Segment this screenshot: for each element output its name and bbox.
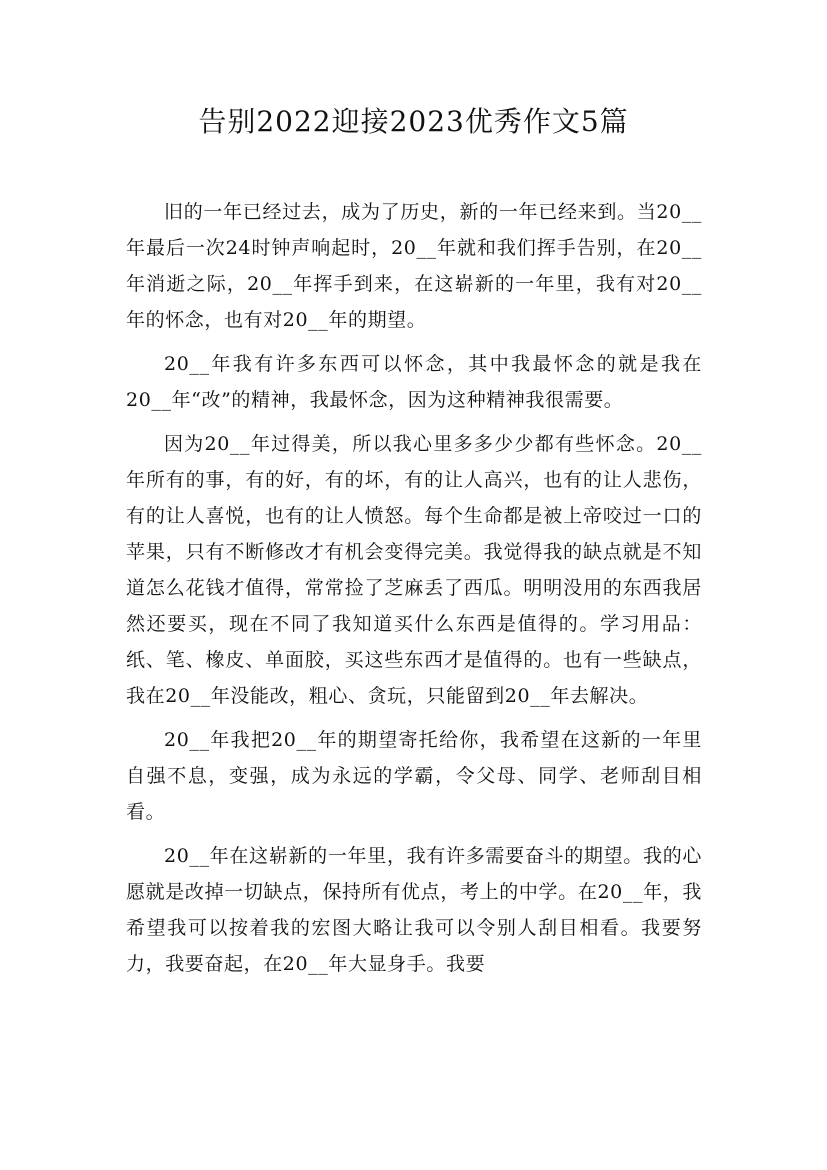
document-title: 告别2022迎接2023优秀作文5篇 [198,105,629,138]
paragraph: 20__年在这崭新的一年里，我有许多需要奋斗的期望。我的心愿就是改掉一切缺点，保持所有优点，考上的中学。在20__年，我希望我可以按着我的宏图大略让我可以令别人刮目相看。我要努力，我要奋起，在20__年大显身手。我要 [126,845,702,975]
paragraph: 20__年我把20__年的期望寄托给你，我希望在这新的一年里自强不息，变强，成为永远的学霸，令父母、同学、老师刮目相看。 [126,729,702,823]
paragraph: 因为20__年过得美，所以我心里多多少少都有些怀念。20__年所有的事，有的好，有的坏，有的让人高兴，也有的让人悲伤，有的让人喜悦，也有的让人愤怒。每个生命都是被上帝咬过一口的苹果，只有不断修改才有机会变得完美。我觉得我的缺点就是不知道怎么花钱才值得，常常捡了芝麻丢了西瓜。明明没用的东西我居然还要买，现在不同了我知道买什么东西是值得的。学习用品：纸、笔、橡皮、单面胶，买这些东西才是值得的。也有一些缺点，我在20__年没能改，粗心、贪玩，只能留到20__年去解决。 [126,433,702,707]
document-body [126,194,702,990]
paragraph: 20__年我有许多东西可以怀念，其中我最怀念的就是我在20__年“改”的精神，我最怀念，因为这种精神我很需要。 [126,353,702,411]
paragraph: 旧的一年已经过去，成为了历史，新的一年已经来到。当20__年最后一次24时钟声响起时，20__年就和我们挥手告别，在20__年消逝之际，20__年挥手到来，在这崭新的一年里，我有对20__年的怀念，也有对20__年的期望。 [126,201,702,331]
